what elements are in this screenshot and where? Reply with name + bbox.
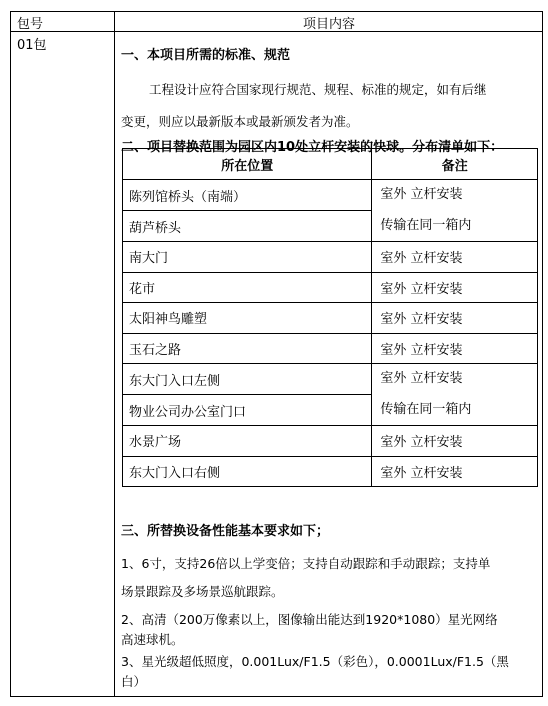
column-divider [114, 12, 115, 696]
table-row [123, 242, 538, 273]
note-cell: 室外 立杆安装 [372, 426, 538, 457]
header-project-content: 项目内容 [302, 17, 355, 32]
location-cell: 物业公司办公室门口 [123, 395, 372, 426]
table-row [123, 456, 538, 487]
note-line: 室外 立杆安装 [380, 371, 463, 386]
requirement-2-line2: 高速球机。 [121, 632, 184, 647]
section1-line1: 工程设计应符合国家现行规范、规程、标准的规定，如有后继 [149, 82, 487, 97]
package-number: 01包 [17, 38, 47, 53]
location-cell: 玉石之路 [123, 333, 372, 364]
requirement-3-line1: 3、星光级超低照度，0.001Lux/F1.5（彩色），0.0001Lux/F1.5（黑 [121, 654, 509, 669]
location-cell: 水景广场 [123, 426, 372, 457]
location-cell: 太阳神鸟雕塑 [123, 303, 372, 334]
location-cell: 葫芦桥头 [123, 211, 372, 242]
note-cell: 室外 立杆安装 [372, 456, 538, 487]
note-cell: 室外 立杆安装 [372, 303, 538, 334]
table-row [123, 426, 538, 457]
section1-title: 一、本项目所需的标准、规范 [121, 48, 291, 63]
merged-note-cell [372, 364, 538, 426]
table-row [123, 272, 538, 303]
table-row [123, 303, 538, 334]
requirement-1-line1: 1、6寸，支持26倍以上学变倍；支持自动跟踪和手动跟踪；支持单 [121, 556, 491, 571]
note-line: 室外 立杆安装 [380, 187, 463, 202]
note-line: 传输在同一箱内 [380, 401, 472, 417]
location-cell: 东大门入口左侧 [123, 364, 372, 395]
table-row [123, 180, 538, 211]
note-cell: 室外 立杆安装 [372, 242, 538, 273]
location-cell: 花市 [123, 272, 372, 303]
section2-title: 二、项目替换范围为园区内10处立杆安装的快球。分布清单如下： [121, 140, 504, 155]
location-table [122, 148, 538, 487]
location-cell: 陈列馆桥头（南端） [123, 180, 372, 211]
table-row [123, 333, 538, 364]
location-cell: 南大门 [123, 242, 372, 273]
section1-line2: 变更，则应以最新版本或最新颁发者为准。 [121, 114, 359, 129]
col-note-header: 备注 [372, 149, 538, 180]
requirement-1-line2: 场景跟踪及多场景巡航跟踪。 [121, 584, 284, 599]
header-package-no: 包号 [17, 17, 44, 32]
merged-note-cell [372, 180, 538, 242]
requirement-2-line1: 2、高清（200万像素以上，图像输出能达到1920*1080）星光网络 [121, 612, 498, 627]
location-cell: 东大门入口右侧 [123, 456, 372, 487]
note-line: 传输在同一箱内 [380, 217, 472, 233]
note-cell: 室外 立杆安装 [372, 333, 538, 364]
table-row [123, 364, 538, 395]
document-table [10, 11, 543, 697]
section3-title: 三、所替换设备性能基本要求如下； [121, 524, 330, 539]
note-cell: 室外 立杆安装 [372, 272, 538, 303]
col-location-header: 所在位置 [123, 149, 372, 180]
requirement-3-line2: 白） [121, 674, 147, 689]
